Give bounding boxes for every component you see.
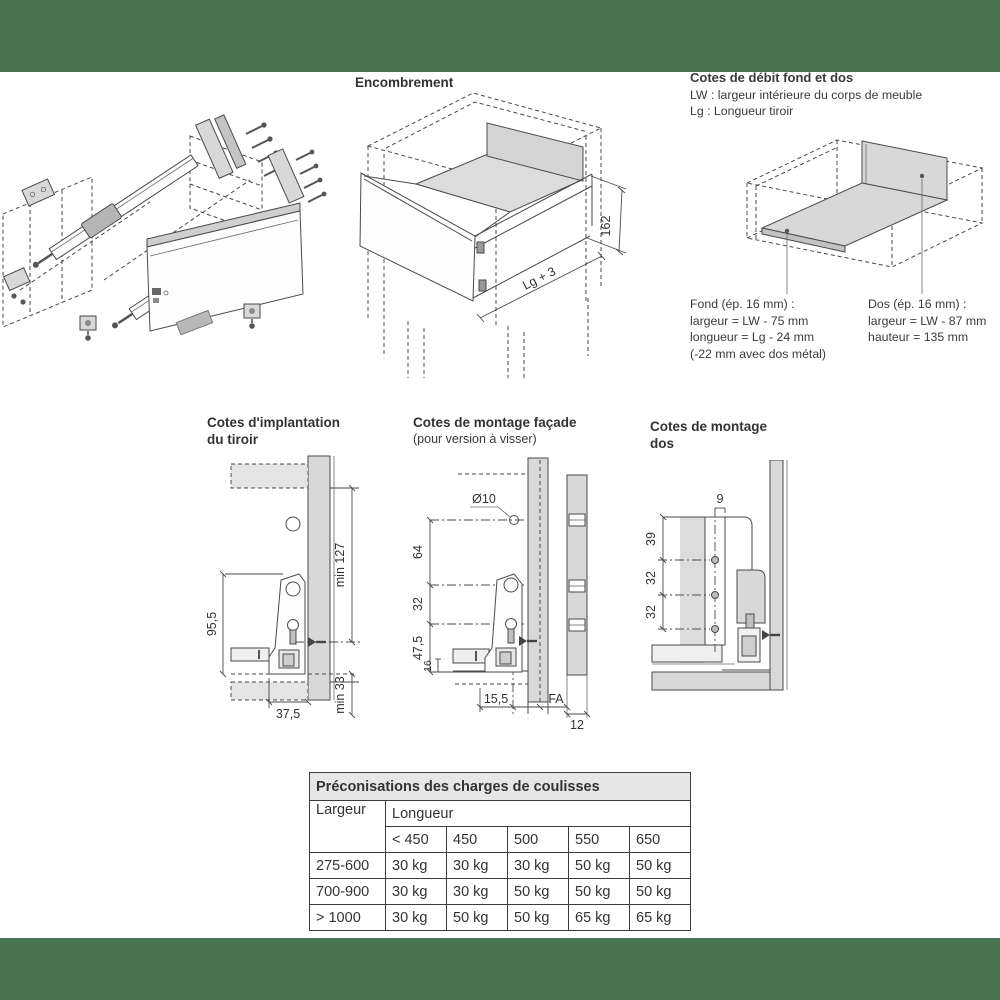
cell: 50 kg — [569, 879, 630, 905]
dim-label-37-5: 37,5 — [275, 707, 301, 721]
runner-clip — [80, 316, 96, 341]
cell: 50 kg — [630, 879, 691, 905]
row-largeur: 700-900 — [310, 879, 386, 905]
mounting-plate — [22, 179, 54, 206]
cell: 30 kg — [508, 853, 569, 879]
dim-label-47-5: 47,5 — [411, 635, 425, 661]
length-col-1: 450 — [447, 827, 508, 853]
dim-min-127 — [349, 485, 355, 645]
facade-diagram — [400, 452, 620, 742]
exploded-drawer-diagram — [0, 84, 342, 388]
cell: 50 kg — [630, 853, 691, 879]
row-largeur: 275-600 — [310, 853, 386, 879]
facade-rear-view — [567, 475, 587, 718]
dim-column — [660, 514, 666, 632]
pre-drill-hole — [286, 517, 300, 531]
cabinet-side-panel — [770, 460, 783, 690]
encombrement-diagram — [358, 86, 650, 382]
cabinet-side-panel — [308, 456, 330, 700]
rail-rear-profile — [722, 517, 770, 670]
fond-line1: largeur = LW - 75 mm — [690, 313, 809, 328]
dim-min-33 — [349, 671, 355, 718]
cabinet-bottom-panel — [652, 672, 770, 690]
debit-lw-note: LW : largeur intérieure du corps de meuble — [690, 87, 923, 102]
runner-clip — [244, 304, 260, 329]
dim-label-32: 32 — [411, 597, 425, 611]
dos-line1: largeur = LW - 87 mm — [868, 313, 987, 328]
bottom-panel-ghost — [231, 682, 308, 700]
rear-bracket — [268, 149, 304, 203]
table-title-row — [310, 773, 691, 801]
dim-162 — [587, 176, 626, 255]
screw — [762, 630, 770, 640]
back-brackets — [196, 113, 247, 178]
table-row — [310, 879, 691, 905]
col-largeur-header: Largeur — [310, 801, 386, 853]
dim-label-32a: 32 — [644, 571, 658, 585]
dim-label-9: 9 — [716, 492, 724, 506]
top-panel-ghost — [231, 464, 308, 488]
fond-line2: longueur = Lg - 24 mm — [690, 330, 815, 344]
dim-9 — [715, 508, 725, 513]
dim-label-64: 64 — [411, 545, 425, 559]
table-header-row — [310, 801, 691, 827]
debit-diagram — [732, 128, 1000, 296]
cell: 30 kg — [386, 853, 447, 879]
table-row — [310, 905, 691, 931]
length-col-3: 550 — [569, 827, 630, 853]
back-ghost — [680, 517, 705, 663]
front-bracket — [485, 574, 522, 672]
dim-label-39: 39 — [644, 532, 658, 546]
header-band — [0, 0, 1000, 72]
section-title-implantation: Cotes d'implantation du tiroir — [207, 415, 340, 447]
section-title-debit: Cotes de débit fond et dos — [690, 70, 854, 85]
screw — [519, 636, 527, 646]
section-title-encombrement: Encombrement — [355, 75, 454, 90]
implantation-diagram — [195, 452, 385, 734]
cell: 30 kg — [447, 853, 508, 879]
cell: 50 kg — [508, 905, 569, 931]
drawer-bottom — [231, 648, 269, 661]
mounting-clip — [4, 268, 30, 291]
cell: 65 kg — [569, 905, 630, 931]
fond-line3: (-22 mm avec dos métal) — [690, 346, 826, 361]
dim-label-fa: FA — [548, 692, 564, 706]
dim-label-hole: Ø10 — [472, 492, 496, 506]
table-row — [310, 853, 691, 879]
dim-label-162: 162 — [599, 215, 613, 237]
col-longueur-header: Longueur — [386, 801, 691, 827]
dim-16 — [435, 659, 441, 672]
length-col-2: 500 — [508, 827, 569, 853]
dim-label-min-33: min 33 — [333, 676, 347, 714]
dim-label-16: 16 — [422, 660, 434, 672]
dim-label-15-5: 15,5 — [483, 692, 509, 706]
dos-caption — [868, 296, 1000, 346]
section-title-facade: Cotes de montage façade (pour version à visser) — [413, 415, 577, 446]
cell: 30 kg — [386, 905, 447, 931]
dos-panel — [705, 508, 725, 652]
cell: 50 kg — [569, 853, 630, 879]
drawer-bottom — [652, 645, 722, 662]
cell: 50 kg — [508, 879, 569, 905]
dim-label-lg3: Lg + 3 — [520, 264, 559, 293]
dim-label-12: 12 — [570, 718, 584, 732]
load-recommendation-table — [309, 772, 691, 931]
dim-label-32b: 32 — [644, 605, 658, 619]
cell: 30 kg — [386, 879, 447, 905]
footer-band — [0, 938, 1000, 1000]
cell: 50 kg — [447, 905, 508, 931]
facade-panel-section — [528, 458, 548, 702]
debit-lg-note: Lg : Longueur tiroir — [690, 104, 794, 118]
drawer-bottom — [453, 649, 489, 663]
drawer-body — [360, 123, 592, 301]
section-title-dos: Cotes de montage dos — [650, 419, 768, 451]
cell: 65 kg — [630, 905, 691, 931]
fond-caption — [690, 296, 862, 362]
table-title: Préconisations des charges de coulisses — [310, 773, 691, 801]
dos-title: Dos (ép. 16 mm) : — [868, 297, 967, 311]
fond-title: Fond (ép. 16 mm) : — [690, 297, 795, 311]
drawer-side-panel — [147, 203, 303, 331]
row-largeur: > 1000 — [310, 905, 386, 931]
dim-label-min-127: min 127 — [333, 542, 347, 588]
front-bracket — [269, 574, 305, 674]
cell: 30 kg — [447, 879, 508, 905]
dim-label-95-5: 95,5 — [205, 611, 219, 637]
dos-diagram — [640, 460, 860, 740]
debit-notes — [690, 70, 990, 120]
dos-line2: hauteur = 135 mm — [868, 330, 969, 344]
length-col-0: < 450 — [386, 827, 447, 853]
length-col-4: 650 — [630, 827, 691, 853]
